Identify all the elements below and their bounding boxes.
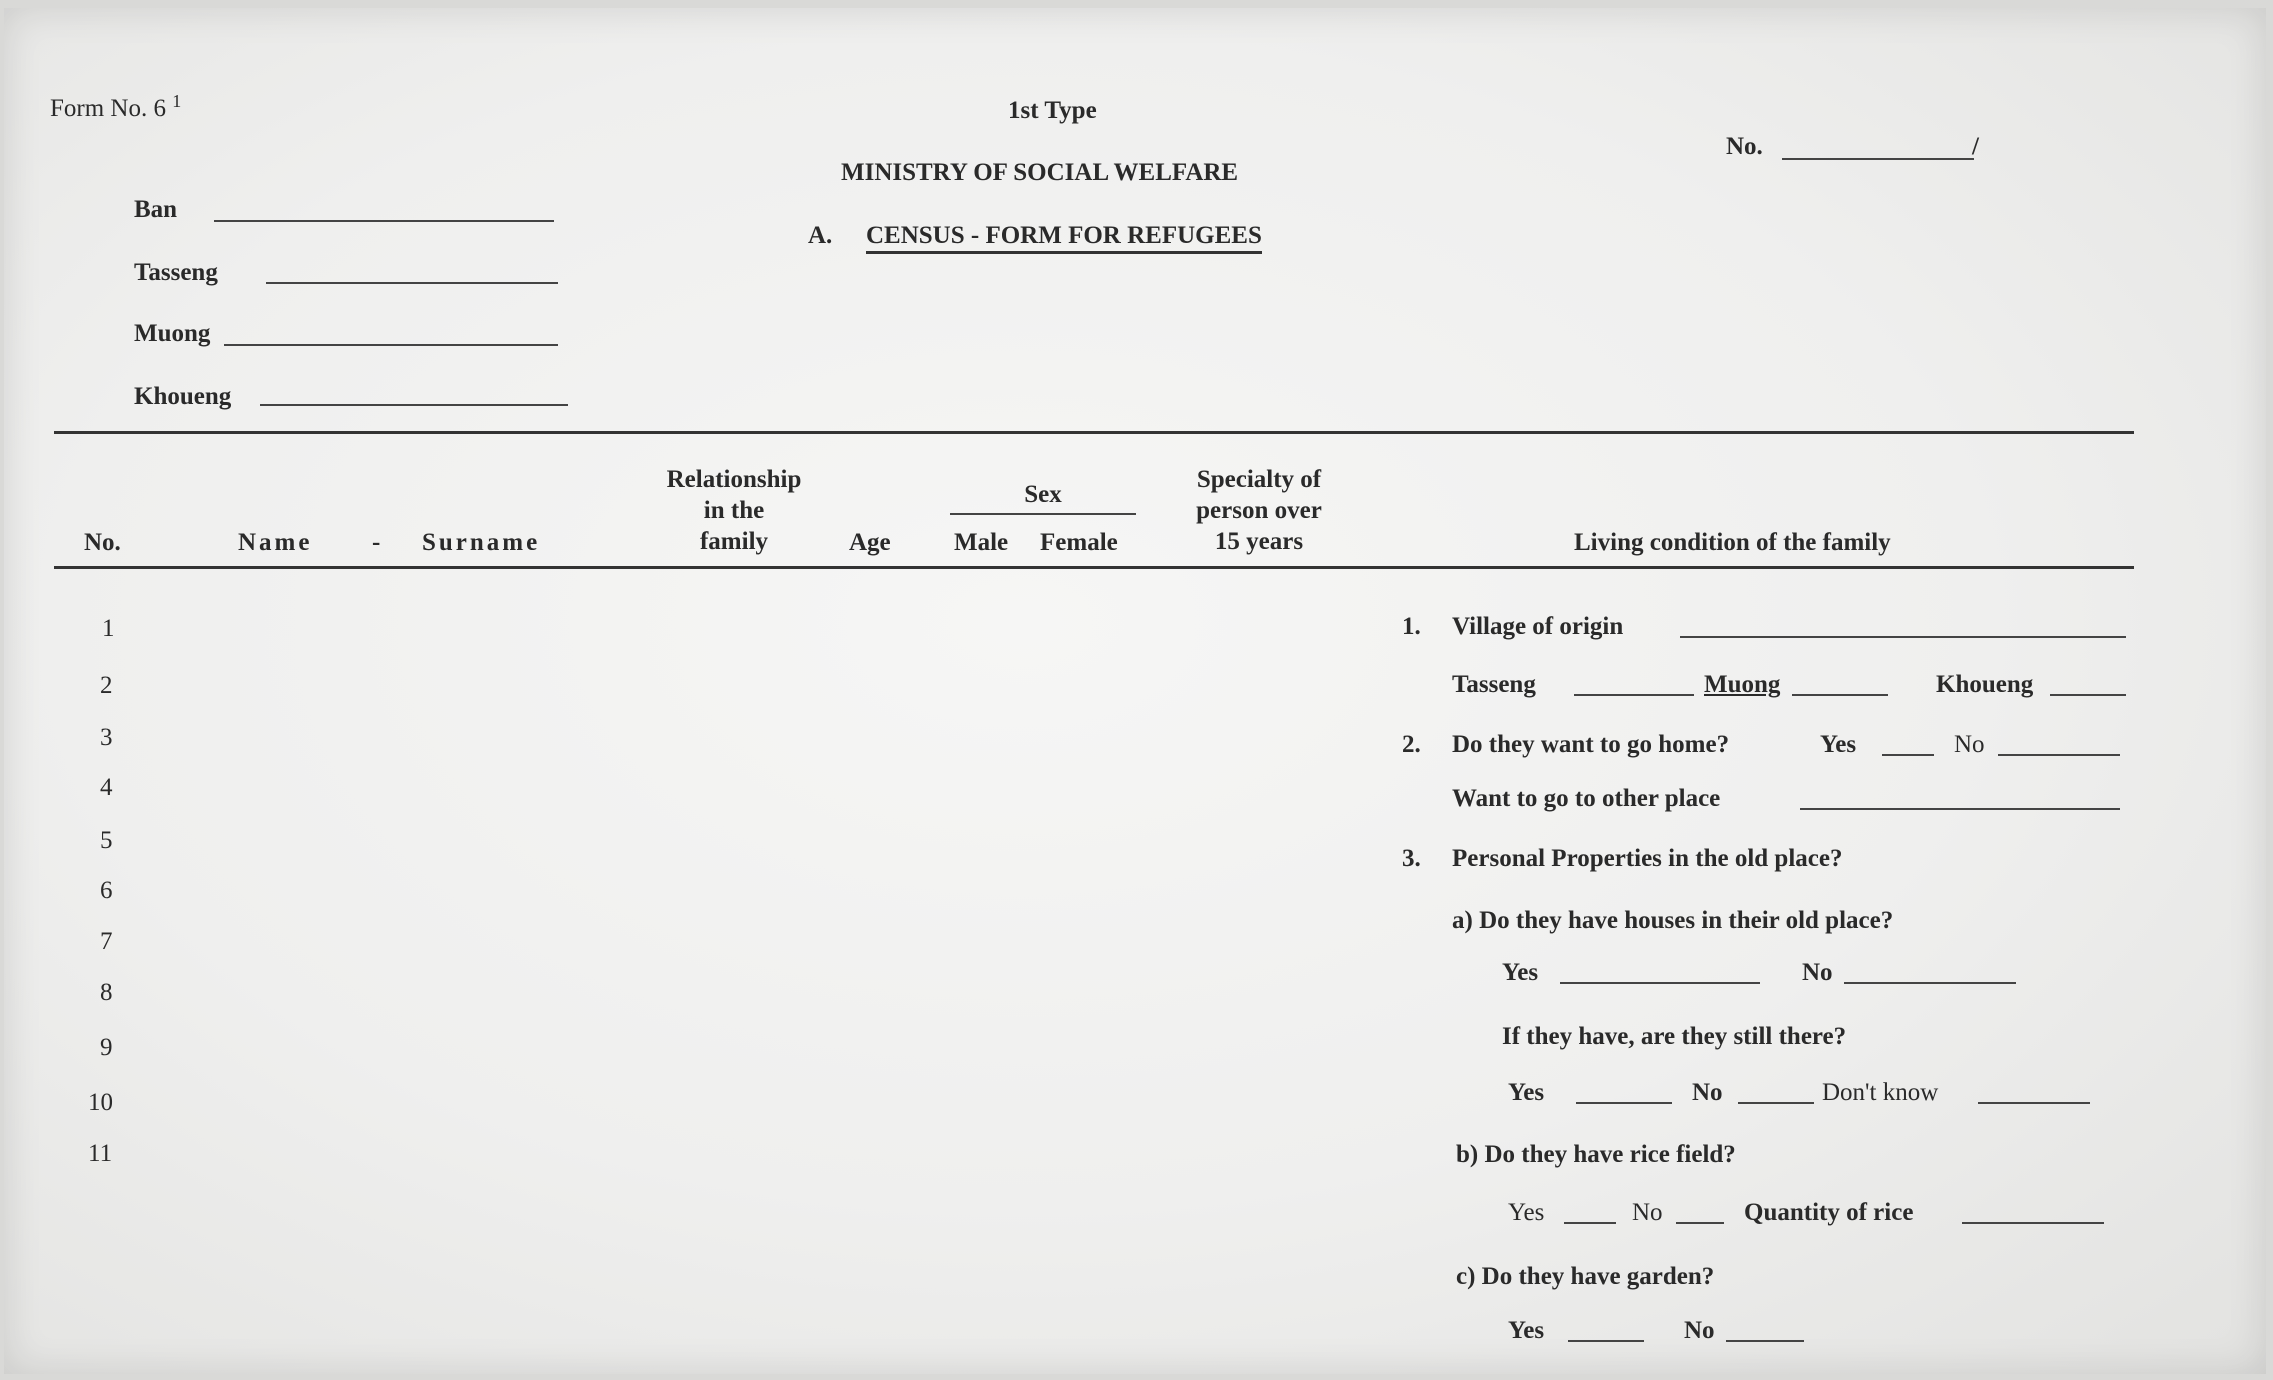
q2-other-label: Want to go to other place [1452,785,1721,812]
qa2-yes-line[interactable] [1576,1102,1672,1104]
qc-label: c) Do they have garden? [1456,1263,1715,1290]
qb-no-line[interactable] [1676,1222,1724,1224]
form-number: Form No. 6 $^1$ [50,91,182,122]
tasseng-field-line[interactable] [266,282,558,284]
q1-muong-line[interactable] [1792,694,1888,696]
ministry-name: MINISTRY OF SOCIAL WELFARE [841,159,1239,186]
col-specialty: Specialty of person over 15 years [1196,466,1322,555]
row-number: 7 [100,928,113,955]
qc-no-line[interactable] [1726,1340,1804,1342]
tasseng-label: Tasseng [134,259,218,286]
qa2-no-label: No [1692,1079,1723,1106]
qa-no-line[interactable] [1844,982,2016,984]
qa-yes-label: Yes [1502,959,1539,986]
qa-yes-line[interactable] [1560,982,1760,984]
table-header-rule [54,566,2134,569]
qa2-dontknow-line[interactable] [1978,1102,2090,1104]
q1-tasseng-label: Tasseng [1452,671,1536,698]
qb-yes-line[interactable] [1564,1222,1616,1224]
qb-no-label: No [1632,1199,1663,1226]
muong-field-line[interactable] [224,344,558,346]
form-title: CENSUS - FORM FOR REFUGEES [866,223,1262,254]
qa2-dontknow-label: Don't know [1822,1079,1939,1106]
col-surname: Surname [422,529,541,556]
qc-yes-line[interactable] [1568,1340,1644,1342]
row-number: 3 [100,724,113,751]
row-number: 10 [88,1089,113,1116]
row-number: 6 [100,877,113,904]
q2-label: Do they want to go home? [1452,731,1730,758]
col-female: Female [1040,529,1118,556]
q1-muong-label: Muong [1704,671,1781,698]
col-no: No. [84,529,121,556]
q1-label: Village of origin [1452,613,1624,640]
row-number: 8 [100,979,113,1006]
row-number: 5 [100,827,113,854]
qa-label: a) Do they have houses in their old place? [1452,907,1894,934]
q1-number: 1. [1402,613,1421,640]
qb-yes-label: Yes [1508,1199,1545,1226]
q2-yes-line[interactable] [1882,754,1934,756]
khoueng-field-line[interactable] [260,404,568,406]
ban-field-line[interactable] [214,220,554,222]
col-age: Age [849,529,891,556]
q1-khoueng-label: Khoueng [1936,671,2034,698]
qa2-no-line[interactable] [1738,1102,1814,1104]
q2-number: 2. [1402,731,1421,758]
muong-label: Muong [134,320,211,347]
row-number: 4 [100,774,113,801]
ban-label: Ban [134,196,178,223]
qb-quantity-label: Quantity of rice [1744,1199,1914,1226]
q1-khoueng-line[interactable] [2050,694,2126,696]
qa2-yes-label: Yes [1508,1079,1545,1106]
row-number: 11 [88,1140,113,1167]
sex-underline [950,513,1136,515]
col-relationship: Relationship in the family [666,466,802,555]
col-dash: - [372,529,381,556]
form-type: 1st Type [1008,97,1097,124]
census-form-sheet [4,8,2266,1374]
table-top-rule [54,431,2134,434]
col-sex: Sex [1024,481,1062,508]
number-label: No. [1726,133,1763,160]
row-number: 2 [100,672,113,699]
col-living-condition: Living condition of the family [1574,529,1891,556]
q1-tasseng-line[interactable] [1574,694,1694,696]
qc-yes-label: Yes [1508,1317,1545,1344]
qc-no-label: No [1684,1317,1715,1344]
qa-still-label: If they have, are they still there? [1502,1023,1847,1050]
q2-no-line[interactable] [1998,754,2120,756]
q3-label: Personal Properties in the old place? [1452,845,1843,872]
number-field-line[interactable] [1782,158,1974,160]
q2-no-label: No [1954,731,1985,758]
qa-no-label: No [1802,959,1833,986]
section-letter: A. [808,222,833,249]
qb-label: b) Do they have rice field? [1456,1141,1736,1168]
q3-number: 3. [1402,845,1421,872]
khoueng-label: Khoueng [134,383,232,410]
col-male: Male [954,529,1009,556]
village-origin-line[interactable] [1680,636,2126,638]
row-number: 1 [102,615,115,642]
q2-other-line[interactable] [1800,808,2120,810]
col-name: Name [238,529,313,556]
q2-yes-label: Yes [1820,731,1857,758]
qb-quantity-line[interactable] [1962,1222,2104,1224]
number-slash: / [1972,133,1979,160]
row-number: 9 [100,1034,113,1061]
